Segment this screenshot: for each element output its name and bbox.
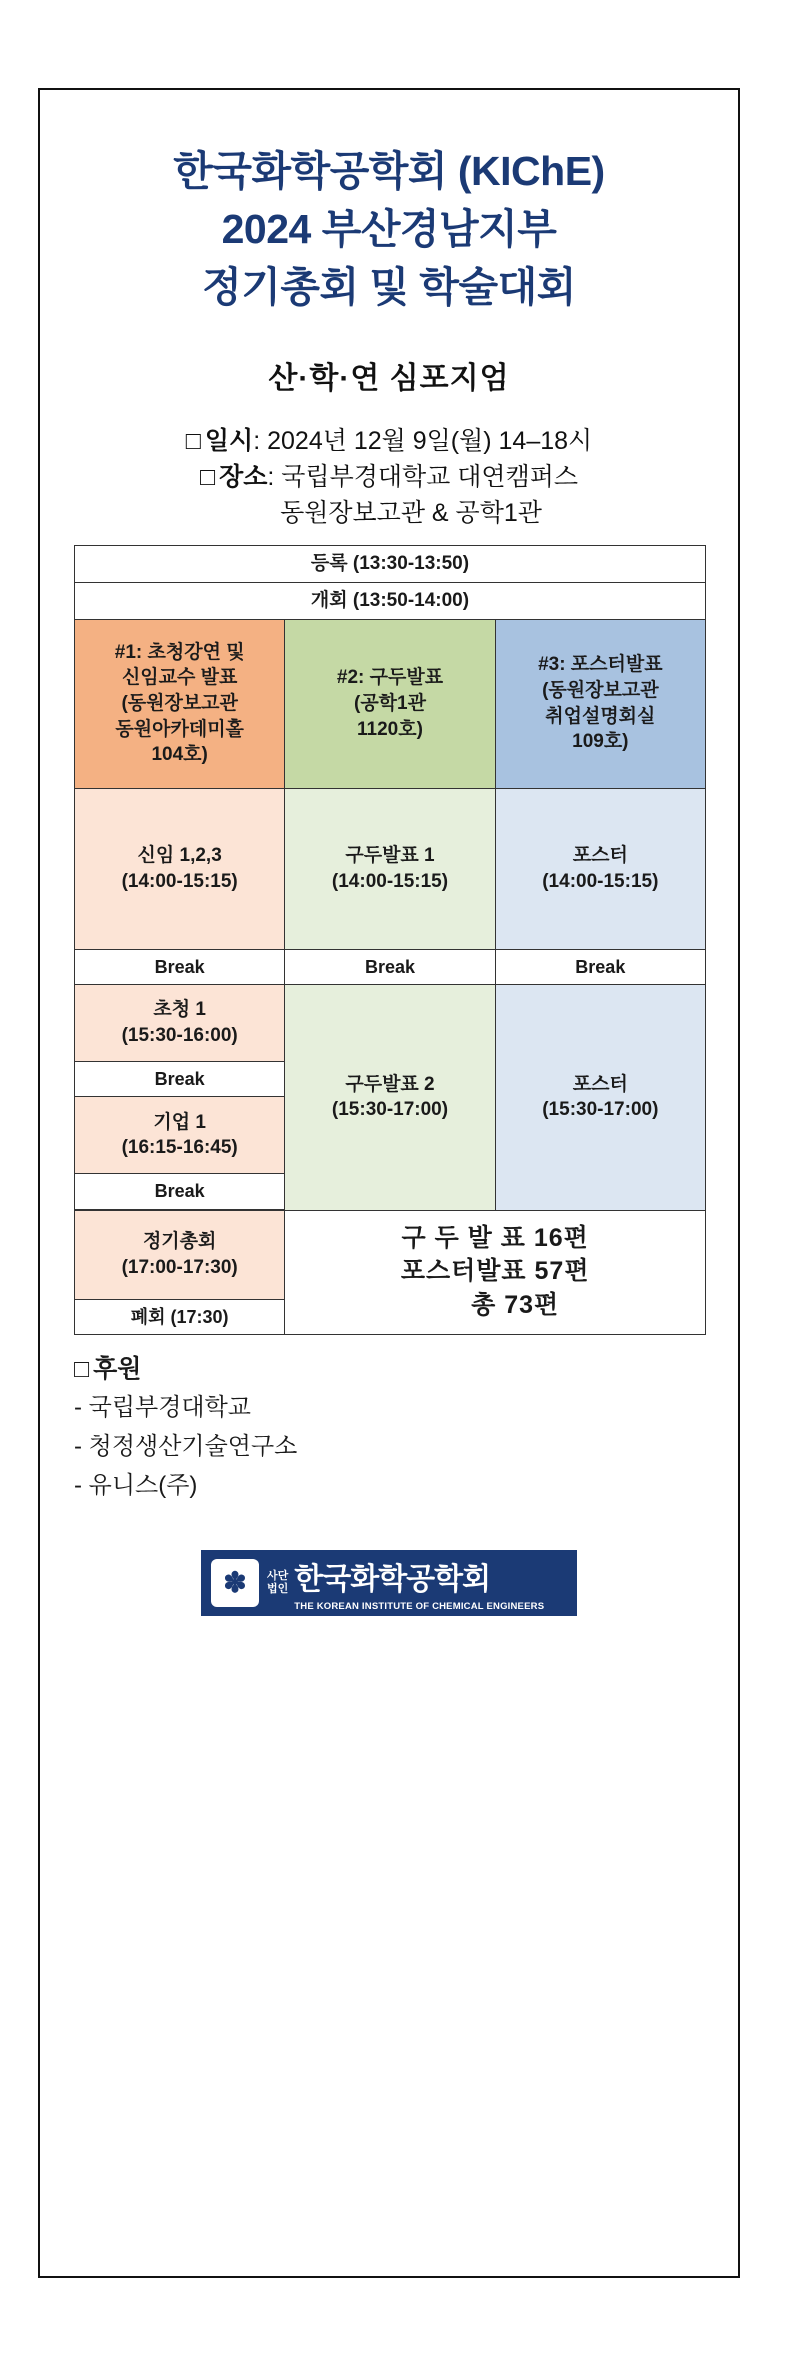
sponsor-list (74, 1389, 704, 1506)
track-1-session-1-title: 신임 1,2,3 (137, 845, 222, 867)
title-line-3: 정기총회 및 학술대회 (202, 264, 576, 311)
totals-cell (285, 1210, 706, 1334)
event-place-label: 장소 (219, 462, 268, 491)
track-1-break-1: Break (75, 949, 285, 984)
event-date-label: 일시 (204, 426, 254, 455)
track-2-header (285, 619, 495, 788)
event-place-value-2: 동원장보고관 & 공학1관 (280, 499, 542, 528)
track-3-header-line-4: 109호) (572, 731, 629, 753)
table-row-opening (75, 583, 706, 620)
table-row-session-4 (75, 1210, 706, 1299)
track-1-closing: 폐회 (17:30) (75, 1299, 285, 1334)
track-1-header-line-2: 신임교수 발표 (121, 667, 238, 689)
sponsor-title-text: 후원 (93, 1354, 142, 1383)
track-1-session-1 (75, 788, 285, 949)
table-row-session-1 (75, 788, 706, 949)
track-1-break-3: Break (75, 1174, 285, 1209)
track-1-session-3-time: (16:15-16:45) (121, 1137, 238, 1159)
table-row-registration (75, 546, 706, 583)
track-2-session-1-time: (14:00-15:15) (331, 870, 449, 892)
track-2-header-line-1: #2: 구두발표 (336, 667, 444, 689)
track-3-session-2-time: (15:30-17:00) (542, 1099, 659, 1121)
list-item: - 청정생산기술연구소 (74, 1432, 298, 1460)
kiche-emblem-icon: ✽ (211, 1559, 259, 1607)
poster-subtitle: 산·학·연 심포지엄 (268, 361, 510, 395)
track-1-session-4-time: (17:00-17:30) (121, 1256, 238, 1278)
event-place-value: : 국립부경대학교 대연캠퍼스 (267, 462, 579, 491)
totals-oral: 구 두 발 표 16편 (401, 1223, 589, 1252)
track-1-header (75, 619, 285, 788)
event-place-row (74, 459, 704, 532)
list-item: - 유니스(주) (74, 1471, 198, 1499)
track-3-break-1: Break (495, 949, 705, 984)
bullet-icon: □ (199, 462, 216, 491)
list-item: - 국립부경대학교 (74, 1393, 251, 1421)
track-1-session-2-time: (15:30-16:00) (121, 1024, 238, 1046)
track-1-header-line-3: (동원장보고관 (121, 692, 238, 714)
track-1-session-3 (75, 1097, 285, 1174)
sponsor-title (74, 1349, 704, 1385)
totals-poster: 포스터발표 57편 (400, 1257, 590, 1286)
totals-sum: 총 73편 (471, 1291, 560, 1320)
logo-korean-name: 한국화학공학회 (294, 1562, 491, 1596)
logo-small-bottom: 법인 (267, 1582, 289, 1595)
track-2-session-2-title: 구두발표 2 (345, 1073, 435, 1095)
logo-english-name: THE KOREAN INSTITUTE OF CHEMICAL ENGINEERS (294, 1600, 545, 1612)
track-3-header-line-1: #3: 포스터발표 (538, 654, 663, 676)
track-2-session-2-time: (15:30-17:00) (331, 1099, 449, 1121)
title-line-1: 한국화학공학회 (KIChE) (173, 148, 605, 194)
opening-cell: 개회 (13:50-14:00) (75, 583, 706, 620)
track-3-header (495, 619, 705, 788)
track-3-session-1-time: (14:00-15:15) (542, 870, 659, 892)
track-1-session-4 (75, 1210, 285, 1299)
track-1-header-line-1: #1: 초청강연 및 (114, 641, 245, 663)
track-2-break-1: Break (285, 949, 495, 984)
schedule-table (74, 545, 706, 1334)
track-3-session-1-title: 포스터 (572, 845, 628, 867)
registration-cell: 등록 (13:30-13:50) (75, 546, 706, 583)
track-1-session-3-title: 기업 1 (153, 1111, 206, 1133)
table-row-session-2 (75, 984, 706, 1061)
track-1-session-2-title: 초청 1 (153, 999, 206, 1021)
logo-area (74, 1550, 704, 1616)
bullet-icon: □ (74, 1354, 90, 1383)
table-row-track-headers (75, 619, 706, 788)
logo-small-top: 사단 (267, 1569, 289, 1582)
logo-main-text (294, 1554, 544, 1612)
event-info (74, 423, 704, 532)
track-2-header-line-3: 1120호) (357, 718, 423, 740)
track-2-session-1 (285, 788, 495, 949)
event-date-value: : 2024년 12월 9일(월) 14–18시 (253, 426, 593, 455)
title-line-2: 2024 부산경남지부 (221, 206, 557, 253)
track-1-header-line-4: 동원아카데미홀 (115, 718, 244, 740)
event-date-row (74, 423, 704, 459)
page-title (74, 142, 704, 317)
track-3-session-2-title: 포스터 (572, 1073, 628, 1095)
track-1-session-4-title: 정기총회 (142, 1230, 217, 1252)
logo-small-text (267, 1570, 294, 1595)
bullet-icon: □ (185, 426, 201, 455)
track-2-session-1-title: 구두발표 1 (345, 845, 435, 867)
track-3-header-line-2: (동원장보고관 (542, 680, 659, 702)
track-1-session-1-time: (14:00-15:15) (121, 870, 238, 892)
poster-content (40, 90, 738, 1616)
track-2-header-line-2: (공학1관 (354, 692, 426, 714)
track-1-header-line-5: 104호) (151, 744, 208, 766)
poster-card (38, 88, 740, 2278)
table-row-break-1 (75, 949, 706, 984)
track-2-session-2 (285, 984, 495, 1210)
track-1-session-2 (75, 984, 285, 1061)
track-3-session-1 (495, 788, 705, 949)
track-1-break-2: Break (75, 1061, 285, 1096)
track-3-session-2 (495, 984, 705, 1210)
track-3-header-line-3: 취업설명회실 (545, 705, 656, 727)
kiche-logo (201, 1550, 577, 1616)
